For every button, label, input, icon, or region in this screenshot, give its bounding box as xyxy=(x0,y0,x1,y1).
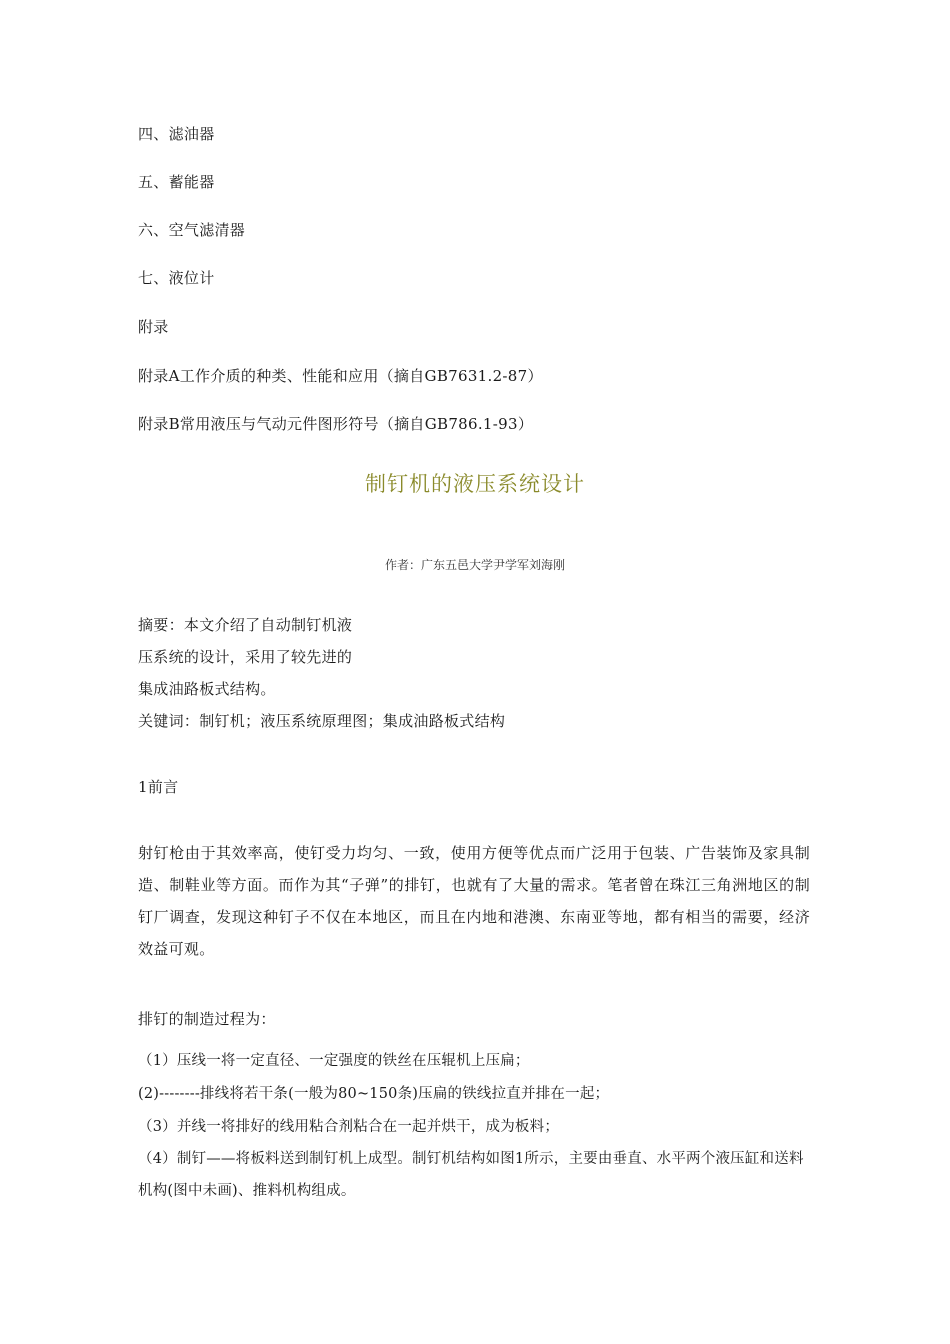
keywords-line: 关键词：制钉机；液压系统原理图；集成油路板式结构 xyxy=(138,712,506,730)
intro-paragraph: 射钉枪由于其效率高，使钉受力均匀、一致，使用方便等优点而广泛用于包装、广告装饰及家具制造、制鞋业等方面。而作为其“子弹”的排钉，也就有了大量的需求。笔者曾在珠江三角洲地区的制钉厂调查，发现这种钉子不仅在本地区，而且在内地和港澳、东南亚等地，都有相当的需要，经济效益可观。 xyxy=(138,844,810,958)
toc-item-4: 四、滤油器 xyxy=(138,125,215,143)
abstract-line-3: 集成油路板式结构。 xyxy=(138,680,276,698)
toc-item-5: 五、蓄能器 xyxy=(138,173,215,191)
toc-appendix-a: 附录A工作介质的种类、性能和应用（摘自GB7631.2-87） xyxy=(138,367,543,385)
toc-appendix-b: 附录B常用液压与气动元件图形符号（摘自GB786.1-93） xyxy=(138,415,534,433)
abstract-line-2: 压系统的设计，采用了较先进的 xyxy=(138,648,353,666)
article-author: 作者：广东五邑大学尹学军刘海刚 xyxy=(384,558,565,572)
process-step-2: (2)--------排线将若干条(一般为80~150条)压扁的铁线拉直并排在一起； xyxy=(138,1086,610,1102)
process-step-4: （4）制钉——将板料送到制钉机上成型。制钉机结构如图1所示，主要由垂直、水平两个液压缸和送料机构(图中未画)、推料机构组成。 xyxy=(138,1151,804,1199)
process-step-1: （1）压线一将一定直径、一定强度的铁丝在压辊机上压扁； xyxy=(138,1053,530,1069)
section-heading: 1前言 xyxy=(138,778,179,796)
abstract-line-1: 摘要：本文介绍了自动制钉机液 xyxy=(138,616,353,634)
toc-appendix: 附录 xyxy=(138,318,169,336)
toc-item-7: 七、液位计 xyxy=(138,269,215,287)
toc-item-6: 六、空气滤清器 xyxy=(138,221,246,239)
process-step-3: （3）并线一将排好的线用粘合剂粘合在一起并烘干，成为板料； xyxy=(138,1119,560,1135)
article-title: 制钉机的液压系统设计 xyxy=(365,472,585,496)
process-intro: 排钉的制造过程为： xyxy=(138,1010,276,1028)
